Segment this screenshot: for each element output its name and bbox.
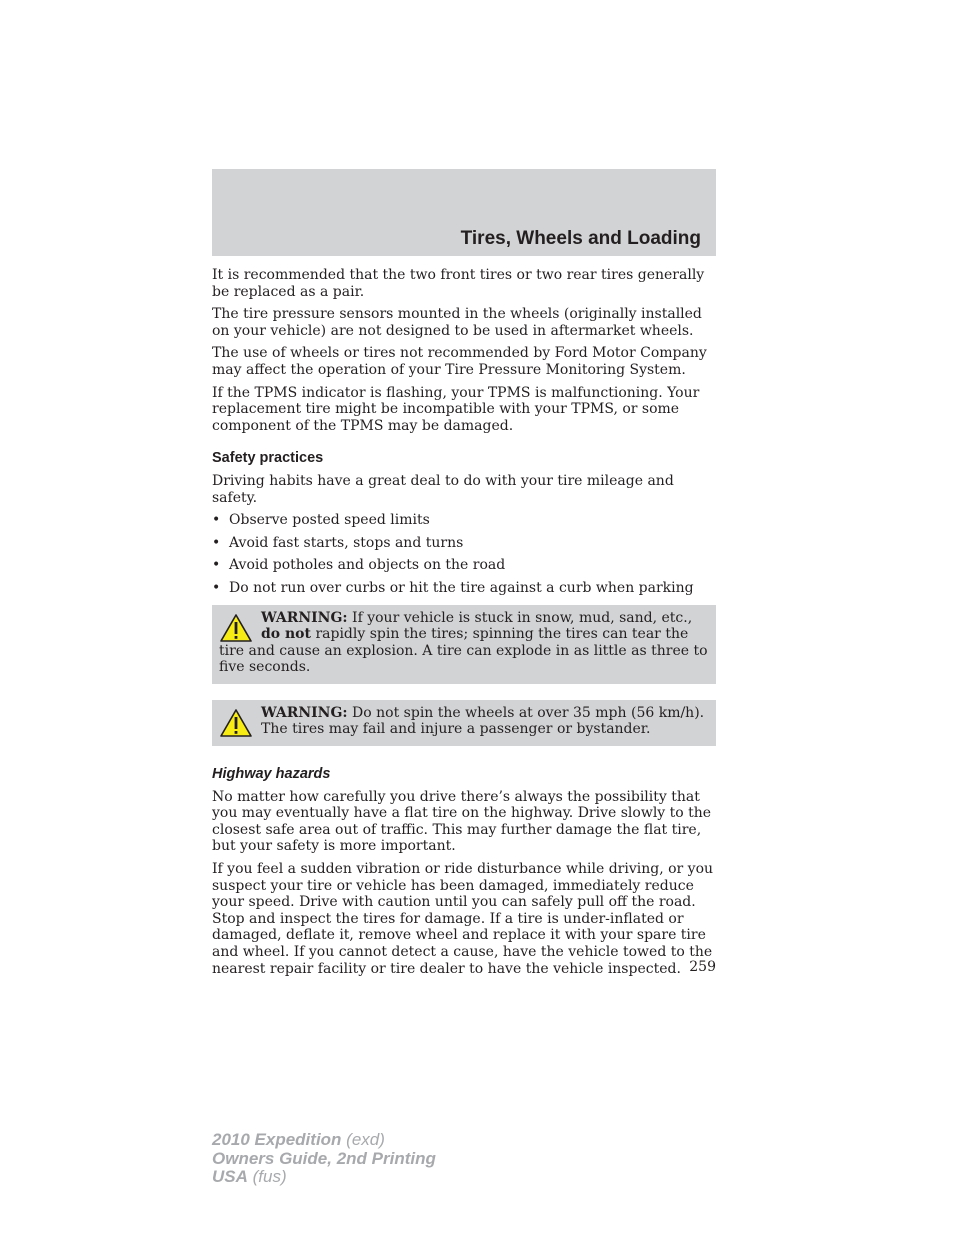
footer-model: 2010 Expedition: [212, 1130, 342, 1149]
warning-triangle-icon: [219, 613, 253, 643]
bullet-glyph: •: [212, 557, 221, 574]
list-item: [212, 512, 716, 529]
list-item: [212, 580, 716, 597]
list-item-text: Avoid potholes and objects on the road: [229, 557, 506, 574]
safety-bullet-list: [212, 512, 716, 596]
list-item-text: Observe posted speed limits: [229, 512, 430, 529]
list-item-text: Do not run over curbs or hit the tire against a curb when parking: [229, 579, 694, 596]
warning-box: [212, 605, 716, 684]
list-item: [212, 557, 716, 574]
list-item-text: Avoid fast starts, stops and turns: [229, 534, 464, 551]
footer-market: USA: [212, 1167, 248, 1186]
warning-text: If your vehicle is stuck in snow, mud, sand, etc.,: [352, 609, 693, 626]
warning-label: WARNING:: [261, 609, 348, 626]
paragraph: If you feel a sudden vibration or ride disturbance while driving, or you suspect your tire or vehicle has been damaged, immediately reduce your speed. Drive with caution until you can safely pull off the road. Stop and inspect the tires for damage. If a tire is under-inflated or damaged, deflate it, remove wheel and replace it with your spare tire and wheel. If you cannot detect a cause, have the vehicle towed to the nearest repair facility or tire dealer to have the vehicle inspected.: [212, 861, 714, 977]
warning-triangle-icon: [219, 708, 253, 738]
safety-heading: Safety practices: [212, 450, 324, 467]
list-item: [212, 535, 716, 552]
warning-emphasis: do not: [261, 626, 311, 643]
warning-text: rapidly spin the tires; spinning the tires can tear the tire and cause an explosion. A tire can explode in as little as three to five seconds.: [219, 626, 708, 676]
section-header-band: [212, 169, 716, 256]
warning-box: [212, 700, 716, 746]
footer-line: [212, 1150, 436, 1169]
highway-heading: Highway hazards: [212, 766, 331, 783]
warning-label: WARNING:: [261, 704, 348, 721]
paragraph: No matter how carefully you drive there’s always the possibility that you may eventually have a flat tire on the highway. Drive slowly to the closest safe area out of traffic. This may further damage the flat tire, but your safety is more important.: [212, 788, 712, 855]
paragraph: The use of wheels or tires not recommended by Ford Motor Company may affect the operation of your Tire Pressure Monitoring System.: [212, 345, 707, 378]
document-footer: [212, 1131, 436, 1187]
footer-model-code: (exd): [346, 1130, 385, 1149]
page-number: 259: [689, 959, 716, 975]
footer-market-code: (fus): [252, 1167, 287, 1186]
bullet-glyph: •: [212, 534, 221, 551]
paragraph: Driving habits have a great deal to do with your tire mileage and safety.: [212, 472, 674, 506]
paragraph: It is recommended that the two front tires or two rear tires generally be replaced as a pair.: [212, 267, 705, 300]
warning-text: Do not spin the wheels at over 35 mph (56 km/h). The tires may fail and injure a passenger or bystander.: [261, 704, 705, 738]
paragraph: The tire pressure sensors mounted in the wheels (originally installed on your vehicle) are not designed to be used in aftermarket wheels.: [212, 306, 702, 339]
bullet-glyph: •: [212, 512, 221, 529]
footer-line: [212, 1131, 436, 1150]
bullet-glyph: •: [212, 579, 221, 596]
footer-line: [212, 1168, 436, 1187]
section-title: Tires, Wheels and Loading: [460, 228, 701, 249]
footer-edition: Owners Guide, 2nd Printing: [212, 1148, 436, 1168]
page-content: [212, 267, 716, 983]
paragraph: If the TPMS indicator is flashing, your TPMS is malfunctioning. Your replacement tire might be incompatible with your TPMS, or some component of the TPMS may be damaged.: [212, 384, 700, 434]
